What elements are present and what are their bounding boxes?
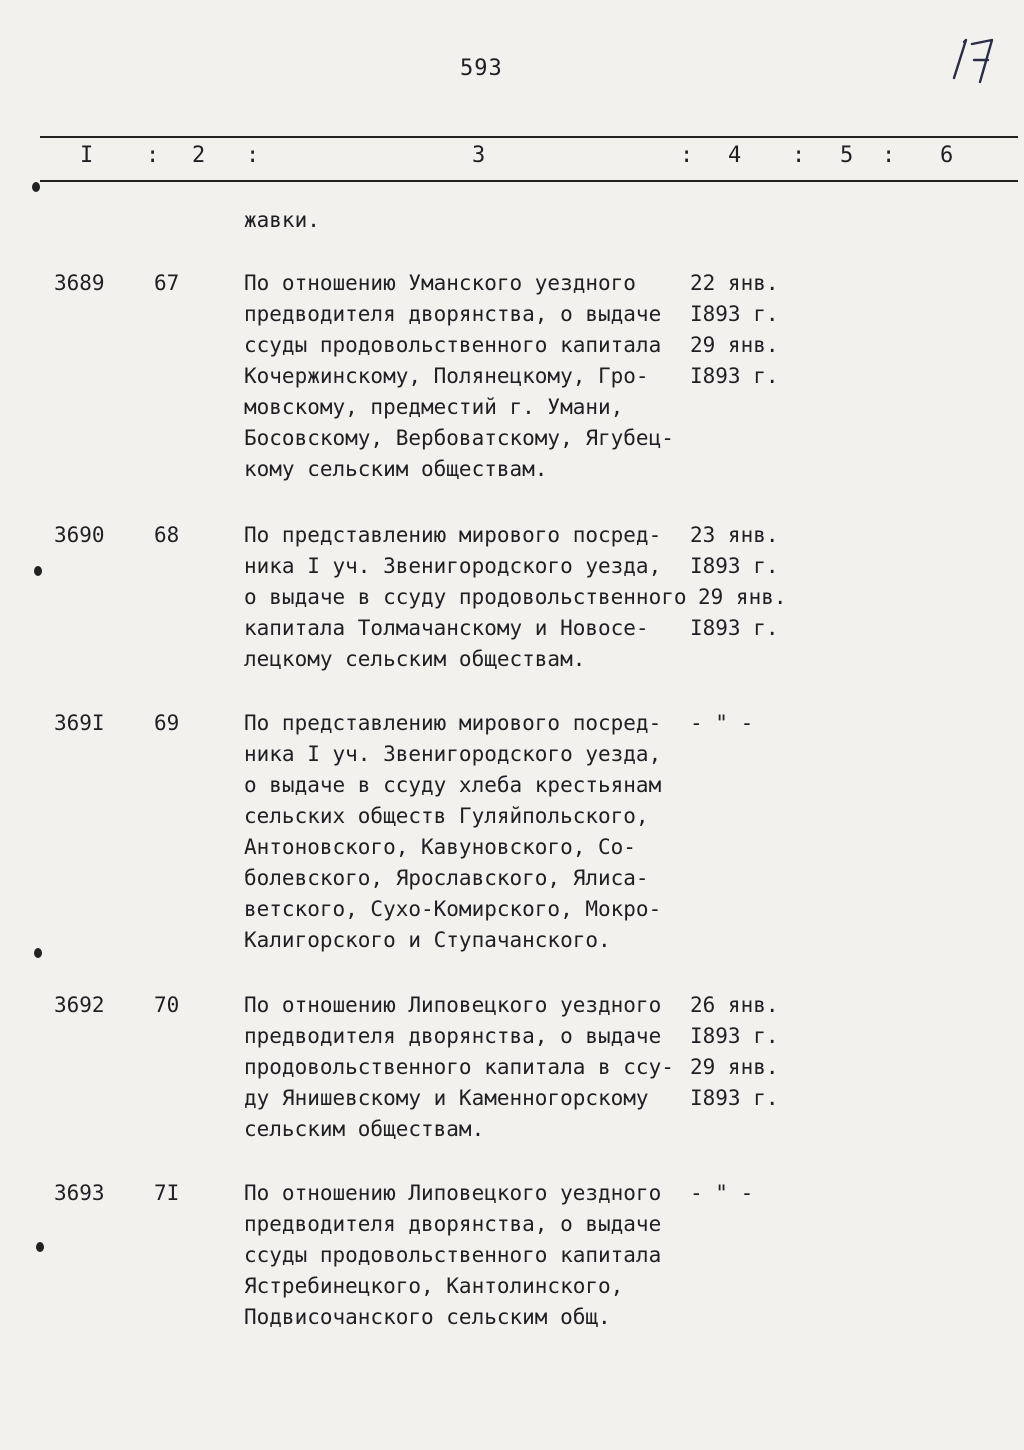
header-rule-bottom xyxy=(40,180,1018,182)
col-separator: : xyxy=(792,143,806,168)
description-line: ду Янишевскому и Каменногорскому xyxy=(244,1086,649,1110)
description-line: Ястребинецкого, Кантолинского, xyxy=(244,1274,624,1298)
item-number: 68 xyxy=(154,523,180,547)
description-line: Калигорского и Ступачанского. xyxy=(244,928,611,952)
description-line: ссуды продовольственного капитала xyxy=(244,333,662,357)
description-line: Антоновского, Кавуновского, Со- xyxy=(244,835,636,859)
entry-dates xyxy=(690,268,779,392)
col-separator: : xyxy=(146,143,160,168)
header-rule-top xyxy=(40,136,1018,138)
handwritten-sheet-number xyxy=(944,30,1004,90)
description-line: предводителя дворянства, о выдаче xyxy=(244,1024,662,1048)
description-line: капитала Толмачанскому и Новосе- xyxy=(244,616,649,640)
ditto-mark: - " - xyxy=(690,711,754,735)
entry-number: 3693 xyxy=(54,1181,105,1205)
binding-hole-mark xyxy=(34,566,42,576)
date-line: I893 г. xyxy=(690,302,779,326)
description-line: болевского, Ярославского, Ялиса- xyxy=(244,866,649,890)
date-line: I893 г. xyxy=(690,1086,779,1110)
binding-hole-mark xyxy=(34,948,42,958)
description-line: Босовскому, Вербоватскому, Ягубец- xyxy=(244,426,674,450)
description-line: ссуды продовольственного капитала xyxy=(244,1243,662,1267)
date-line: 29 янв. xyxy=(690,333,779,357)
item-number: 69 xyxy=(154,711,180,735)
col-header-4: 4 xyxy=(728,143,742,168)
description-line: ника I уч. Звенигородского уезда, xyxy=(244,554,662,578)
col-header-2: 2 xyxy=(192,143,206,168)
binding-hole-mark xyxy=(32,182,40,192)
date-line: I893 г. xyxy=(690,554,779,578)
description-line: По отношению Липовецкого уездного xyxy=(244,1181,662,1205)
description-line: По отношению Липовецкого уездного xyxy=(244,993,662,1017)
continuation-text: жавки. xyxy=(244,208,320,232)
description-line: Подвисочанского сельским общ. xyxy=(244,1305,611,1329)
date-line: 22 янв. xyxy=(690,271,779,295)
description-line: ника I уч. Звенигородского уезда, xyxy=(244,742,662,766)
description-line: предводителя дворянства, о выдаче xyxy=(244,1212,662,1236)
description-line: лецкому сельским обществам. xyxy=(244,647,586,671)
description-line: предводителя дворянства, о выдаче xyxy=(244,302,662,326)
entry-dates xyxy=(690,990,779,1114)
entry-number: 369I xyxy=(54,711,105,735)
entry-dates xyxy=(690,1178,753,1209)
page-number: 593 xyxy=(460,56,503,81)
date-line: I893 г. xyxy=(690,1024,779,1048)
date-line: I893 г. xyxy=(690,364,779,388)
entry-description xyxy=(244,268,694,485)
entry-number: 3690 xyxy=(54,523,105,547)
description-line: сельским обществам. xyxy=(244,1117,485,1141)
description-line: Кочержинскому, Полянецкому, Гро- xyxy=(244,364,649,388)
col-header-5: 5 xyxy=(840,143,854,168)
description-line: По отношению Уманского уездного xyxy=(244,271,636,295)
col-header-3: 3 xyxy=(472,143,486,168)
description-line: кому сельским обществам. xyxy=(244,457,548,481)
description-line: сельских обществ Гуляйпольского, xyxy=(244,804,649,828)
col-separator: : xyxy=(680,143,694,168)
binding-hole-mark xyxy=(36,1242,44,1252)
date-line: 26 янв. xyxy=(690,993,779,1017)
entry-dates xyxy=(690,520,787,644)
entry-description xyxy=(244,1178,694,1333)
entry-description xyxy=(244,520,694,675)
entry-number: 3689 xyxy=(54,271,105,295)
entry-description xyxy=(244,708,694,956)
col-separator: : xyxy=(246,143,260,168)
date-line: 23 янв. xyxy=(690,523,779,547)
description-line: ветского, Сухо-Комирского, Мокро- xyxy=(244,897,662,921)
entry-dates xyxy=(690,708,753,739)
ditto-mark: - " - xyxy=(690,1181,754,1205)
description-line: о выдаче в ссуду хлеба крестьянам xyxy=(244,773,662,797)
entry-number: 3692 xyxy=(54,993,105,1017)
col-separator: : xyxy=(882,143,896,168)
item-number: 67 xyxy=(154,271,180,295)
item-number: 7I xyxy=(154,1181,180,1205)
col-header-1: I xyxy=(80,143,94,168)
description-line: По представлению мирового посред- xyxy=(244,523,662,547)
item-number: 70 xyxy=(154,993,180,1017)
date-line: 29 янв. xyxy=(690,1055,779,1079)
column-header-row xyxy=(0,143,1024,173)
entry-description xyxy=(244,990,694,1145)
date-line: 29 янв. xyxy=(698,585,787,609)
col-header-6: 6 xyxy=(940,143,954,168)
description-line: мовскому, предместий г. Умани, xyxy=(244,395,624,419)
date-line: I893 г. xyxy=(690,616,779,640)
description-line: о выдаче в ссуду продовольственного xyxy=(244,585,687,609)
description-line: продовольственного капитала в ссу- xyxy=(244,1055,674,1079)
description-line: По представлению мирового посред- xyxy=(244,711,662,735)
